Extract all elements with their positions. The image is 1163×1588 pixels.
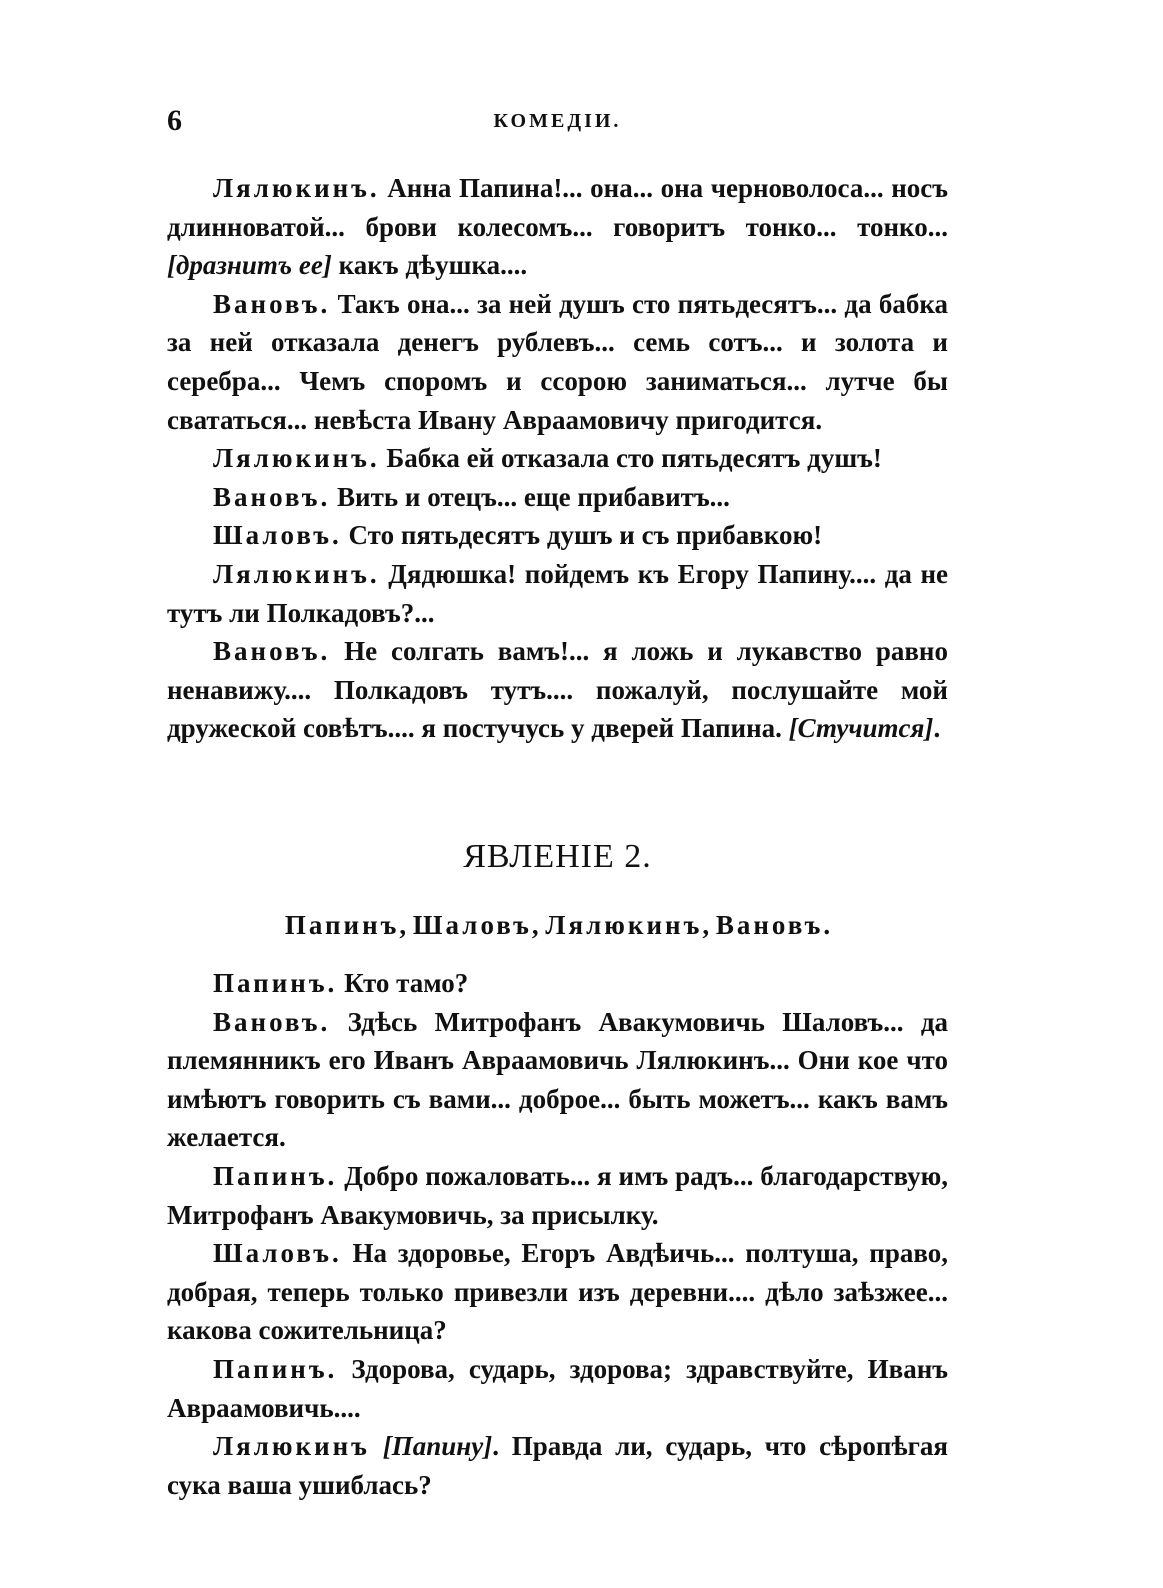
- dialogue-block-1: [167, 169, 948, 748]
- line-text: На здоровье, Егоръ Авдѣичь... полтуша, право, добрая, теперь только привезли изъ деревни.... дѣло заѣзжее... какова сожительница?: [167, 1238, 948, 1346]
- dialogue-line: [167, 964, 948, 1003]
- line-text: Бабка ей отказала сто пятьдесятъ душъ!: [379, 443, 882, 474]
- dialogue-line: [167, 516, 948, 555]
- speaker-name: Лялюкинъ: [213, 1431, 370, 1462]
- dialogue-block-2: [167, 964, 948, 1504]
- line-text: какъ дѣушка....: [331, 250, 528, 281]
- speaker-name: Шаловъ.: [213, 1238, 342, 1269]
- speaker-name: Папинъ.: [213, 968, 338, 998]
- speaker-name: Шаловъ.: [213, 520, 342, 551]
- stage-direction: [Папину]: [382, 1431, 493, 1462]
- dialogue-line: [167, 439, 948, 478]
- scene-heading: [167, 838, 948, 876]
- line-text: .: [933, 713, 941, 744]
- line-text: Анна Папина!... она... она черноволоса... носъ длинноватой... брови колесомъ... говоритъ тонко... тонко...: [167, 173, 948, 242]
- dialogue-line: [167, 1427, 948, 1504]
- line-text: . Правда ли, сударь, что сѣропѣгая сука ваша ушиблась?: [167, 1431, 948, 1500]
- cast-name: Вановъ: [715, 910, 824, 940]
- line-text: Здорова, сударь, здорова; здравствуйте, Иванъ Авраамовичь....: [167, 1353, 948, 1423]
- dialogue-line: [167, 285, 948, 439]
- line-text: Сто пятьдесятъ душъ и съ прибавкою!: [341, 520, 823, 551]
- dialogue-line: [167, 478, 948, 517]
- dialogue-line: [167, 1350, 948, 1427]
- dialogue-line: [167, 555, 948, 632]
- line-text: Такъ она... за ней душъ сто пятьдесятъ... да бабка за ней отказала денегъ рублевъ... семь сотъ... и золота и серебра... Чемъ споромъ и ссорою заниматься... лутче бы свататься... невѣста Ивану Авраамовичу пригодится.: [167, 288, 948, 435]
- running-head: КОМЕДІИ.: [493, 110, 622, 132]
- line-text: [370, 1431, 383, 1461]
- speaker-name: Лялюкинъ.: [213, 558, 380, 589]
- scene-title: ЯВЛЕНIЕ 2.: [463, 838, 652, 875]
- stage-direction: [дразнитъ ее]: [167, 250, 332, 281]
- speaker-name: Лялюкинъ.: [213, 173, 380, 203]
- dialogue-line: [167, 632, 948, 748]
- speaker-name: Вановъ.: [213, 636, 331, 667]
- dialogue-line: [167, 1157, 948, 1234]
- cast-name: Шаловъ: [412, 910, 532, 940]
- speaker-name: Вановъ.: [213, 1006, 331, 1037]
- speaker-name: Папинъ.: [213, 1353, 338, 1384]
- dialogue-line: [167, 1234, 948, 1350]
- cast-list: Папинъ, Шаловъ, Лялюкинъ, Вановъ.: [284, 910, 831, 940]
- cast-name: Папинъ: [284, 910, 400, 940]
- line-text: Вить и отецъ... еще прибавитъ...: [330, 481, 730, 512]
- line-text: Здѣсь Митрофанъ Авакумовичь Шаловъ... да племянникъ его Иванъ Авраамовичь Лялюкинъ... Они кое что имѣютъ говорить съ вами... доброе... быть можетъ... какъ вамъ желается.: [167, 1006, 948, 1153]
- page-header: [167, 104, 948, 144]
- line-text: Не солгать вамъ!... я ложь и лукавство равно ненавижу.... Полкадовъ тутъ.... пожалуй, послушайте мой дружеской совѣтъ.... я постучусь у дверей Папина.: [167, 636, 948, 744]
- page-number: 6: [167, 104, 182, 137]
- line-text: Дядюшка! пойдемъ къ Егору Папину.... да не тутъ ли Полкадовъ?...: [167, 558, 948, 628]
- dialogue-line: [167, 169, 948, 285]
- speaker-name: Лялюкинъ.: [213, 443, 380, 474]
- speaker-name: Вановъ.: [213, 481, 331, 512]
- line-text: Кто тамо?: [337, 968, 469, 998]
- speaker-name: Папинъ.: [213, 1160, 338, 1191]
- line-text: Добро пожаловать... я имъ радъ... благодарствую, Митрофанъ Авакумовичь, за присылку.: [167, 1160, 948, 1230]
- cast-name: Лялюкинъ: [545, 910, 703, 940]
- speaker-name: Вановъ.: [213, 288, 331, 319]
- dialogue-line: [167, 1003, 948, 1157]
- stage-direction: [Стучится]: [788, 713, 934, 744]
